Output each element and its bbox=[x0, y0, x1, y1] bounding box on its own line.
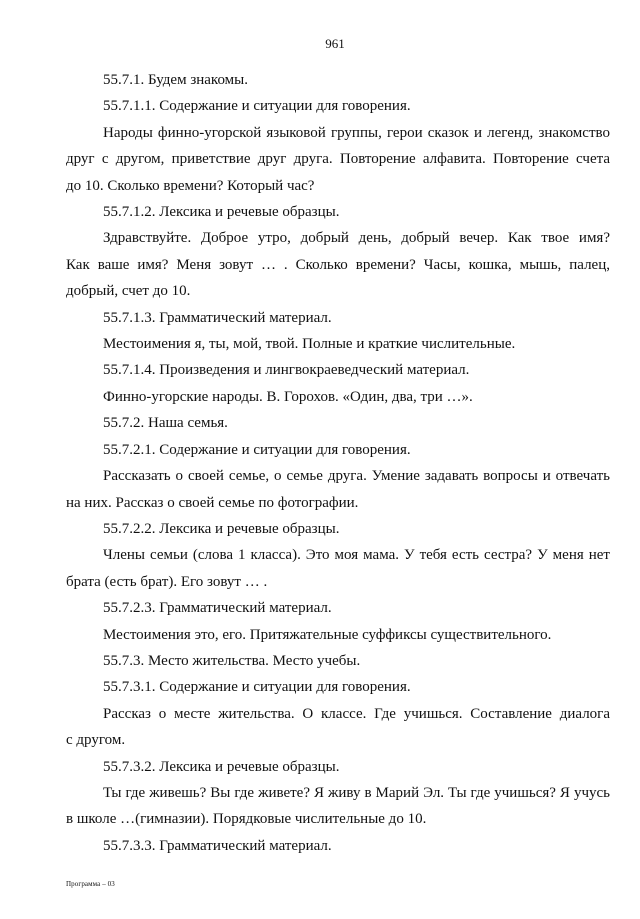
subsection-heading: 55.7.1.4. Произведения и лингвокраеведческий материал. bbox=[103, 362, 470, 379]
paragraph-line: Как ваше имя? Меня зовут … . Сколько времени? Часы, кошка, мышь, палец, bbox=[66, 256, 610, 273]
section-heading-55-7-2: 55.7.2. Наша семья. bbox=[103, 415, 228, 432]
document-body bbox=[66, 67, 610, 859]
paragraph-line: добрый, счет до 10. bbox=[66, 283, 191, 300]
subsection-heading: 55.7.3.3. Грамматический материал. bbox=[103, 837, 332, 854]
subsection-heading: 55.7.2.1. Содержание и ситуации для говорения. bbox=[103, 441, 411, 458]
page-number: 961 bbox=[325, 36, 345, 51]
paragraph-line: Рассказать о своей семье, о семье друга. Умение задавать вопросы и отвечать bbox=[103, 468, 610, 485]
paragraph-line: Народы финно-угорской языковой группы, герои сказок и легенд, знакомство bbox=[103, 124, 610, 141]
subsection-heading: 55.7.3.1. Содержание и ситуации для говорения. bbox=[103, 679, 411, 696]
paragraph-line: до 10. Сколько времени? Который час? bbox=[66, 177, 315, 194]
paragraph-line: с другом. bbox=[66, 732, 126, 749]
paragraph-line: в школе …(гимназии). Порядковые числительные до 10. bbox=[66, 811, 427, 828]
paragraph-line: Финно-угорские народы. В. Горохов. «Один, два, три …». bbox=[103, 388, 473, 405]
footer-label: Программа – 03 bbox=[66, 880, 115, 888]
paragraph-line: Местоимения я, ты, мой, твой. Полные и краткие числительные. bbox=[103, 336, 516, 353]
paragraph-line: друг с другом, приветствие друг друга. Повторение алфавита. Повторение счета bbox=[66, 151, 610, 168]
paragraph-line: Рассказ о месте жительства. О классе. Где учишься. Составление диалога bbox=[103, 705, 610, 722]
paragraph-line: Местоимения это, его. Притяжательные суффиксы существительного. bbox=[103, 626, 552, 643]
paragraph-line: брата (есть брат). Его зовут … . bbox=[66, 573, 268, 590]
subsection-heading: 55.7.1.3. Грамматический материал. bbox=[103, 309, 332, 326]
paragraph-line: Ты где живешь? Вы где живете? Я живу в Марий Эл. Ты где учишься? Я учусь bbox=[103, 784, 610, 801]
subsection-heading: 55.7.2.3. Грамматический материал. bbox=[103, 600, 332, 617]
paragraph-line: на них. Рассказ о своей семье по фотографии. bbox=[66, 494, 359, 511]
subsection-heading: 55.7.1.1. Содержание и ситуации для говорения. bbox=[103, 98, 411, 115]
subsection-heading: 55.7.3.2. Лексика и речевые образцы. bbox=[103, 758, 340, 775]
subsection-heading: 55.7.2.2. Лексика и речевые образцы. bbox=[103, 520, 340, 537]
paragraph-line: Здравствуйте. Доброе утро, добрый день, добрый вечер. Как твое имя? bbox=[103, 230, 610, 247]
paragraph-line: Члены семьи (слова 1 класса). Это моя мама. У тебя есть сестра? У меня нет bbox=[103, 547, 610, 564]
section-heading-55-7-1: 55.7.1. Будем знакомы. bbox=[103, 72, 248, 88]
subsection-heading: 55.7.1.2. Лексика и речевые образцы. bbox=[103, 204, 340, 221]
section-heading-55-7-3: 55.7.3. Место жительства. Место учебы. bbox=[103, 652, 361, 669]
